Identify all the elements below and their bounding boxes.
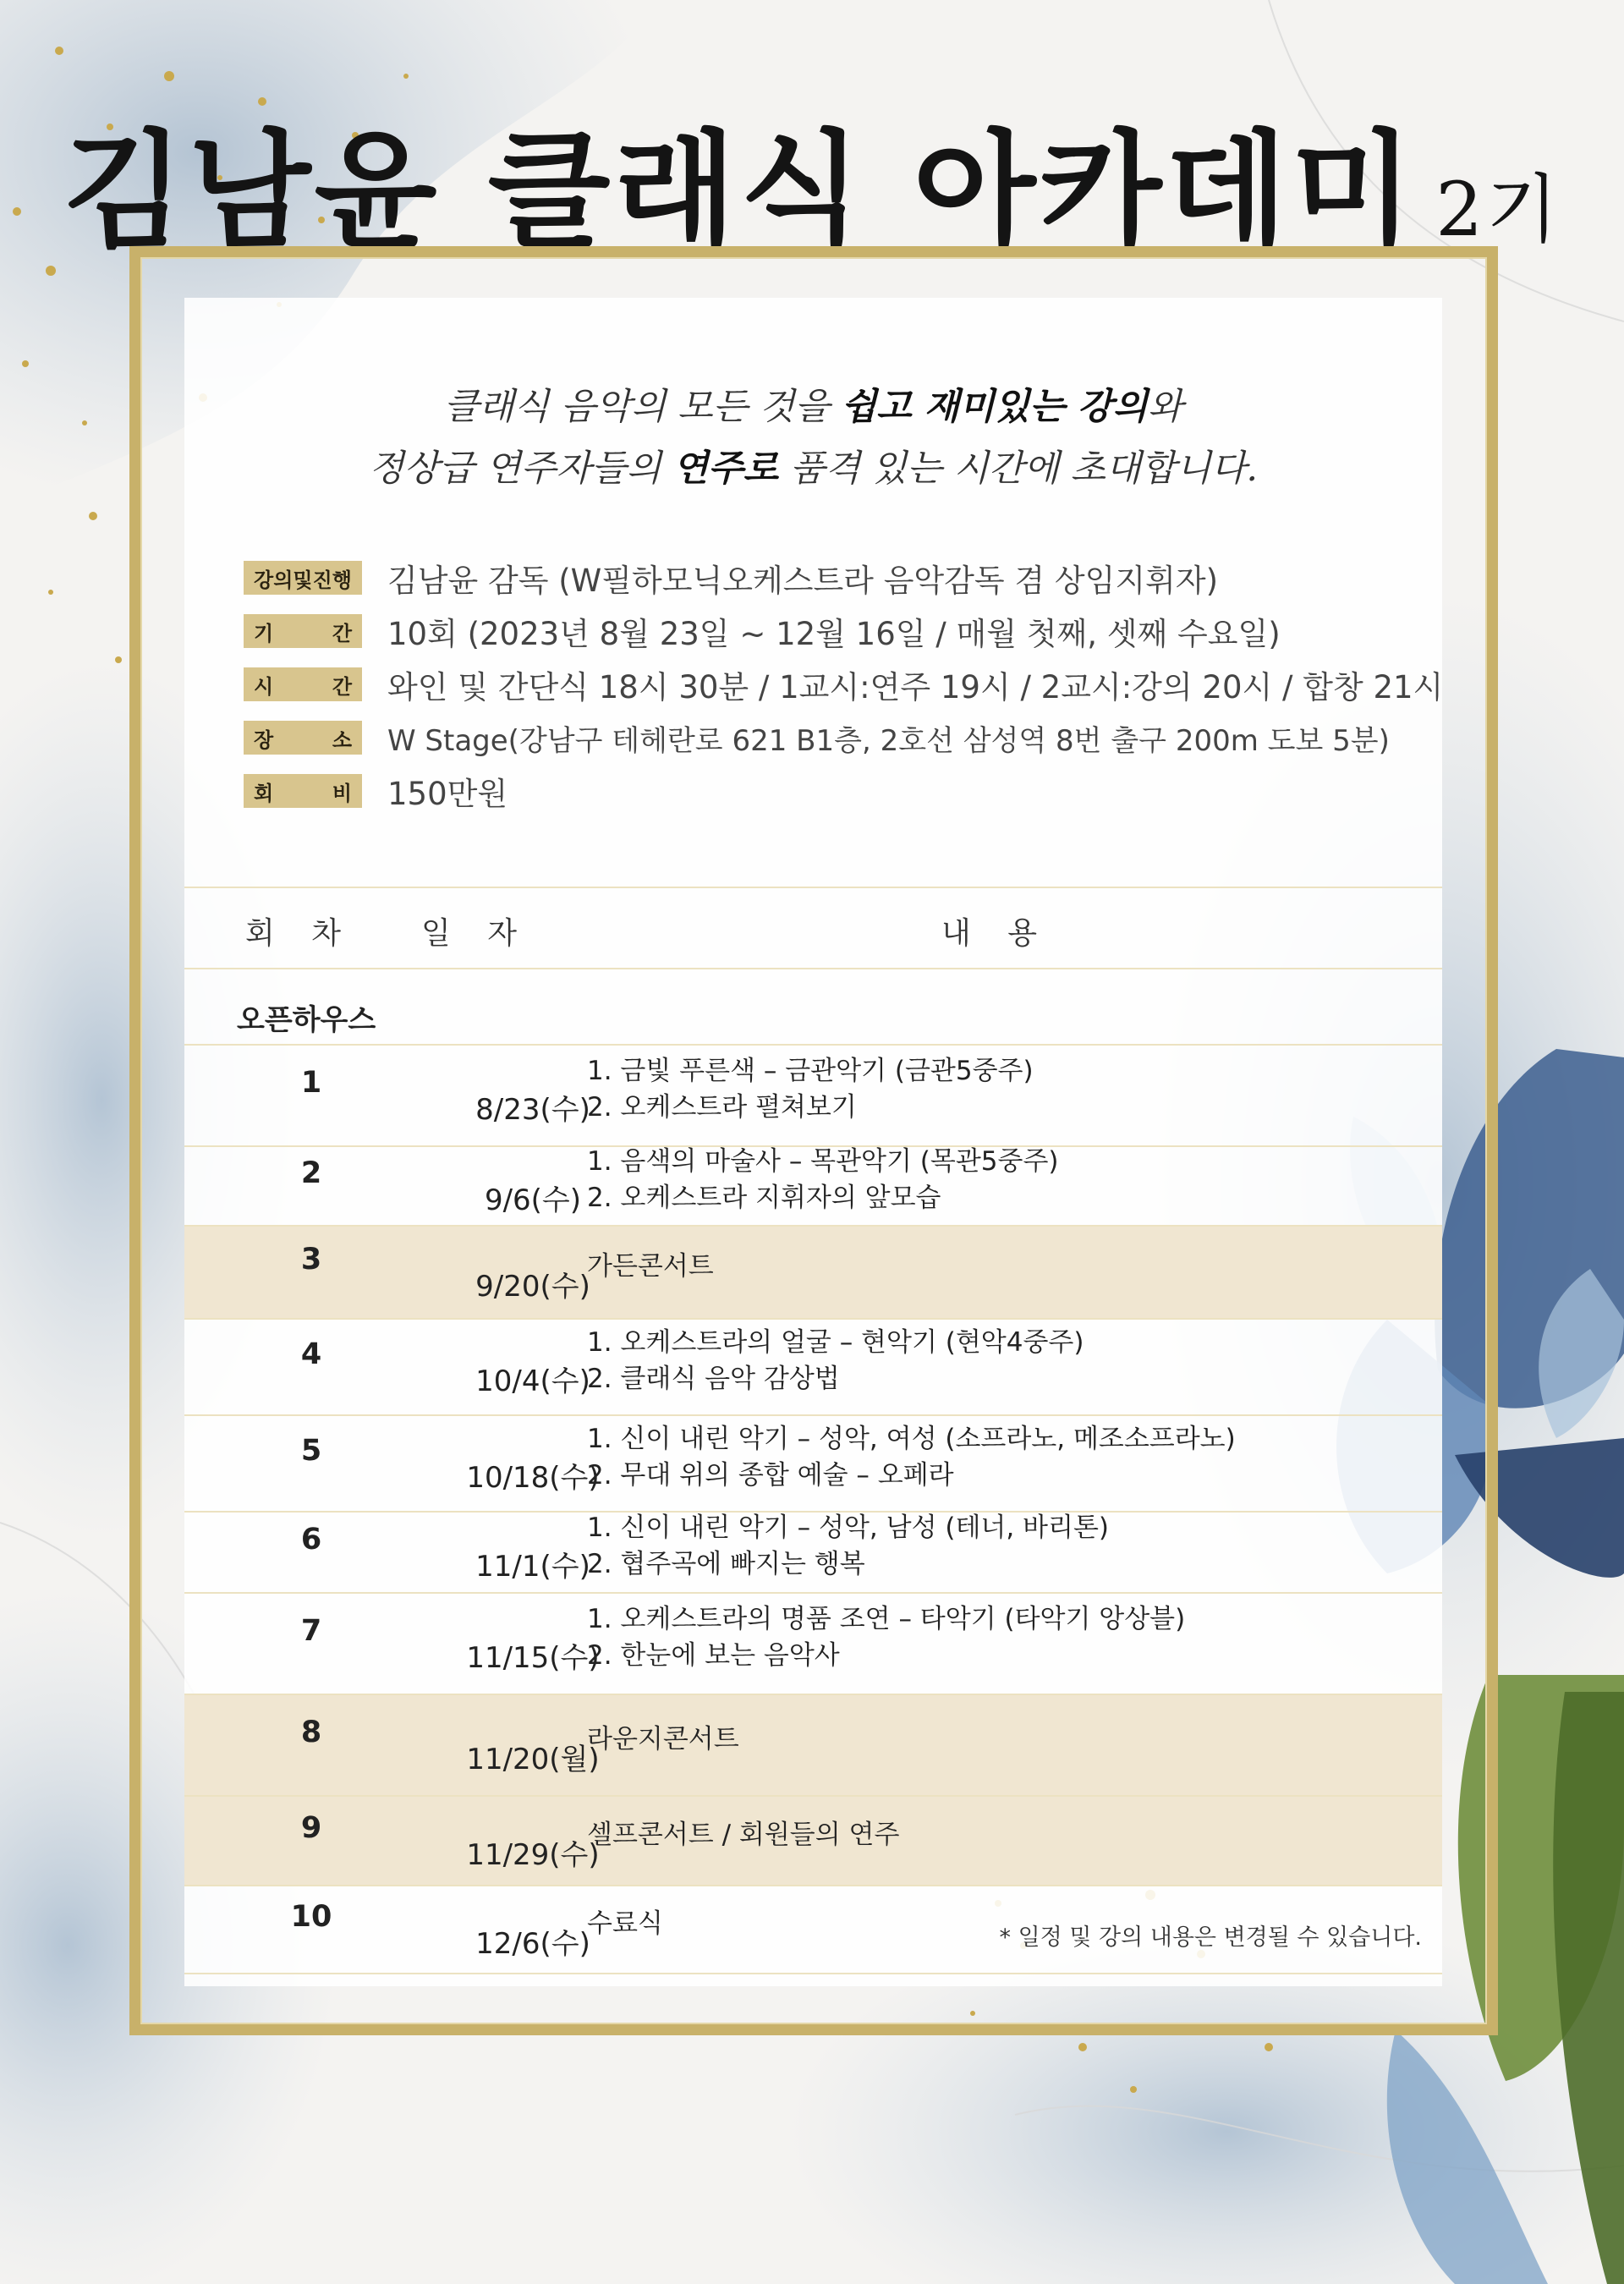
session-date: 10/4(수) [475,1364,590,1398]
content-line: 라운지콘서트 [587,1723,739,1754]
row-divider [184,1694,1442,1695]
session-number: 10 [290,1900,332,1934]
intro-emphasis: 쉽고 재미있는 강의 [841,386,1148,428]
intro-text: 정상급 연주자들의 [368,447,673,490]
info-row-time [244,664,1443,705]
intro-emphasis: 연주로 [672,447,779,490]
content-line: 2. 협주곡에 빠지는 행복 [587,1549,865,1579]
table-header-rule [184,968,1442,969]
session-date: 11/29(수) [466,1838,600,1872]
session-content [587,1817,899,1853]
content-line: 2. 오케스트라 펼쳐보기 [587,1092,857,1123]
info-row-instructor [244,557,1218,598]
session-date: 11/20(월) [466,1743,600,1776]
info-label [244,774,362,808]
header-content: 내 용 [941,916,1051,951]
content-line: 2. 클래식 음악 감상법 [587,1364,840,1394]
info-row-period [244,611,1281,651]
content-line: 1. 음색의 마술사 – 목관악기 (목관5중주) [587,1146,1059,1177]
row-divider [184,1795,1442,1797]
title-main: 김남윤 클래식 아카데미 [62,117,1418,266]
intro-text: 클래식 음악의 모든 것을 [443,386,842,428]
content-line: 가든콘서트 [587,1250,714,1282]
info-label-text: 비 [332,781,352,805]
content-line: 셀프콘서트 / 회원들의 연주 [587,1819,900,1850]
title-generation: 2기 [1435,166,1562,253]
row-divider [184,1592,1442,1594]
info-value: 10회 (2023년 8월 23일 ~ 12월 16일 / 매월 첫째, 셋째 수요일) [387,616,1281,652]
info-value: 150만원 [387,776,508,812]
page-title [0,89,1624,272]
row-divider [184,1225,1442,1227]
row-divider [184,1318,1442,1320]
content-line: 수료식 [587,1908,663,1939]
session-date: 11/1(수) [475,1550,590,1584]
row-divider [184,1885,1442,1886]
table-bottom-rule [184,1973,1442,1974]
info-label-text: 간 [332,674,352,699]
session-date: 8/23(수) [475,1093,590,1127]
session-date: 12/6(수) [475,1927,590,1961]
highlight-band [184,1225,1442,1318]
session-number: 9 [300,1811,322,1845]
session-number: 4 [300,1337,322,1371]
content-line: 2. 무대 위의 종합 예술 – 오페라 [587,1460,954,1491]
header-date: 일 자 [421,916,530,951]
change-notice: * 일정 및 강의 내용은 변경될 수 있습니다. [999,1924,1422,1951]
highlight-band [184,1694,1442,1795]
intro-line-2 [184,440,1442,491]
session-date: 11/15(수) [466,1641,600,1675]
row-divider [184,1414,1442,1416]
session-content [587,1144,1059,1216]
info-label [244,561,362,595]
header-session: 회 차 [245,916,354,951]
info-label-text: 회 [254,781,274,805]
content-line: 1. 오케스트라의 얼굴 – 현악기 (현악4중주) [587,1327,1084,1358]
info-row-venue [244,717,1390,758]
session-content [587,1510,1109,1583]
content-line: 1. 금빛 푸른색 – 금관악기 (금관5중주) [587,1056,1034,1086]
session-content [587,1053,1034,1126]
content-line: 1. 신이 내린 악기 – 성악, 여성 (소프라노, 메조소프라노) [587,1424,1236,1454]
session-content [587,1906,663,1942]
content-line: 2. 한눈에 보는 음악사 [587,1640,840,1671]
info-label-text: 장 [254,727,274,752]
session-date: 10/18(수) [466,1461,600,1495]
session-number: 2 [300,1156,322,1190]
session-date: 9/20(수) [475,1270,590,1304]
session-number: 8 [300,1716,322,1749]
intro-text: 와 [1147,386,1183,428]
content-card [184,298,1442,1986]
intro-line-1 [184,378,1442,430]
info-label-text: 소 [332,727,352,752]
session-content [587,1325,1084,1397]
session-number: 3 [300,1243,322,1277]
info-value: 와인 및 간단식 18시 30분 / 1교시:연주 19시 / 2교시:강의 20시 / 합창 21시 [387,669,1444,706]
content-line: 2. 오케스트라 지휘자의 앞모습 [587,1183,941,1213]
info-label-text: 시 [254,674,274,699]
info-label-text: 강의및진행 [254,568,352,592]
session-content [587,1249,714,1285]
info-label-text: 간 [332,621,352,645]
session-number: 7 [300,1614,322,1648]
info-value: 김남윤 감독 (W필하모닉오케스트라 음악감독 겸 상임지휘자) [387,563,1219,599]
session-date: 9/6(수) [484,1183,582,1217]
session-number: 5 [300,1434,322,1468]
section-label: 오픈하우스 [237,1003,376,1037]
intro-text: 품격 있는 시간에 초대합니다. [778,447,1259,490]
content-line: 1. 오케스트라의 명품 조연 – 타악기 (타악기 앙상블) [587,1604,1186,1634]
session-number: 6 [300,1523,322,1557]
info-label-text: 기 [254,621,274,645]
info-label [244,614,362,648]
session-content [587,1721,739,1758]
info-label [244,667,362,701]
session-number: 1 [300,1066,322,1100]
info-label [244,721,362,755]
row-divider [184,1044,1442,1046]
content-line: 1. 신이 내린 악기 – 성악, 남성 (테너, 바리톤) [587,1513,1109,1543]
session-content [587,1601,1185,1674]
table-top-rule [184,887,1442,888]
info-value: W Stage(강남구 테헤란로 621 B1층, 2호선 삼성역 8번 출구 200m 도보 5분) [387,723,1390,758]
info-row-fee [244,771,508,811]
session-content [587,1421,1236,1494]
